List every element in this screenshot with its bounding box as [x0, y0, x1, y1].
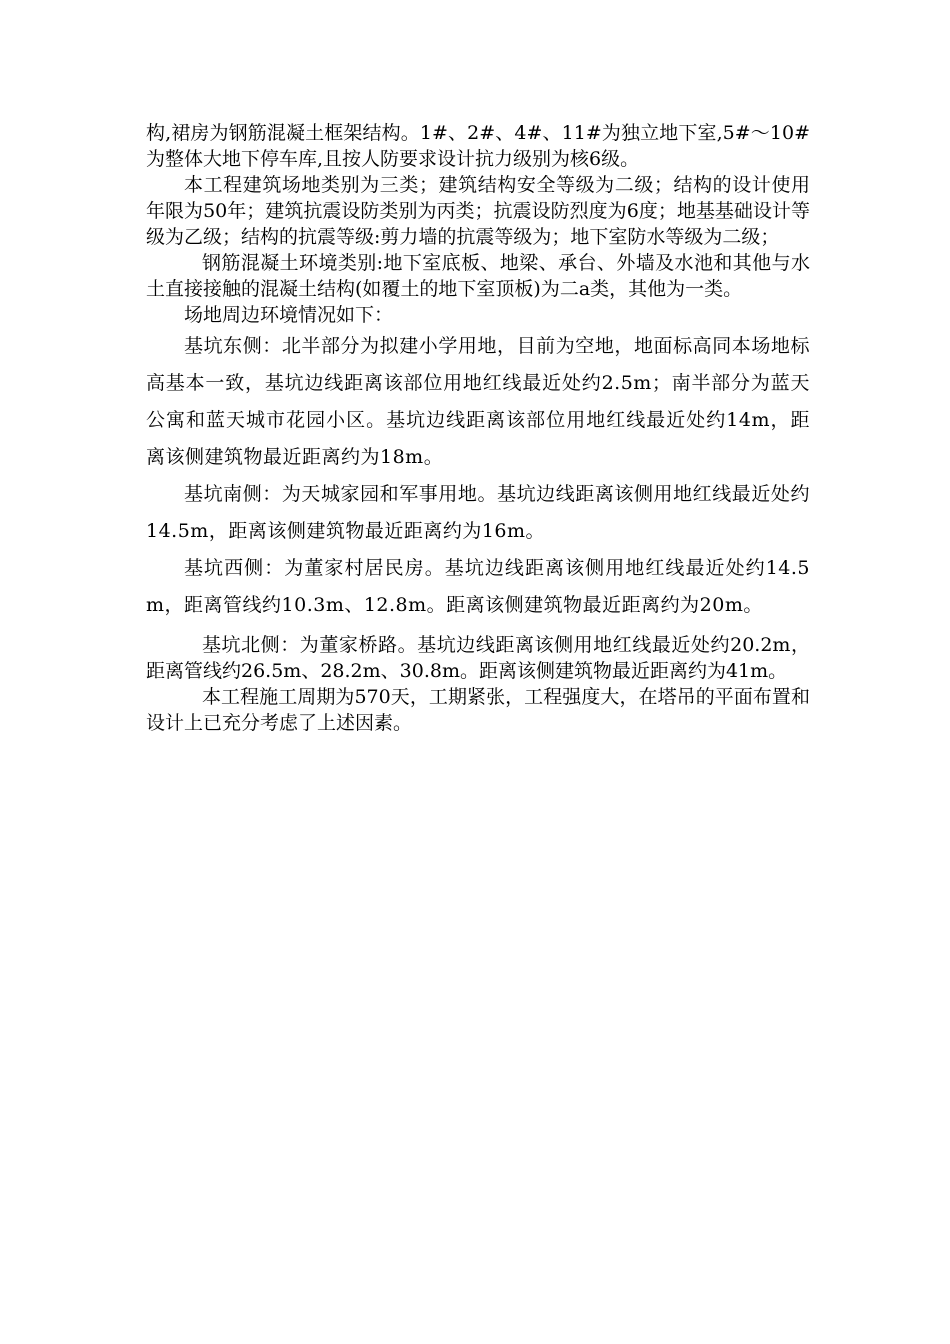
- paragraph-pit-east: 基坑东侧：北半部分为拟建小学用地，目前为空地，地面标高同本场地标高基本一致，基坑边线距离该部位用地红线最近处约2.5m；南半部分为蓝天公寓和蓝天城市花园小区。基坑边线距离该部位用地红线最近处约14m，距离该侧建筑物最近距离约为18m。: [146, 335, 810, 468]
- paragraph-pit-south: 基坑南侧：为天城家园和军事用地。基坑边线距离该侧用地红线最近处约14.5m，距离该侧建筑物最近距离约为16m。: [146, 483, 810, 542]
- paragraph-schedule: 本工程施工周期为570天，工期紧张，工程强度大，在塔吊的平面布置和设计上已充分考虑了上述因素。: [146, 686, 810, 734]
- paragraph-surroundings-intro: 场地周边环境情况如下：: [184, 304, 394, 326]
- paragraph-pit-west: 基坑西侧：为董家村居民房。基坑边线距离该侧用地红线最近处约14.5m，距离管线约10.3m、12.8m。距离该侧建筑物最近距离约为20m。: [146, 557, 810, 616]
- paragraph-pit-north: 基坑北侧：为董家桥路。基坑边线距离该侧用地红线最近处约20.2m，距离管线约26.5m、28.2m、30.8m。距离该侧建筑物最近距离约为41m。: [146, 634, 810, 682]
- paragraph-site-classification: 本工程建筑场地类别为三类；建筑结构安全等级为二级；结构的设计使用年限为50年；建筑抗震设防类别为丙类；抗震设防烈度为6度；地基基础设计等级为乙级；结构的抗震等级:剪力墙的抗震等级为；地下室防水等级为二级；: [146, 174, 810, 248]
- document-body: [146, 120, 810, 736]
- paragraph-concrete-environment: 钢筋混凝土环境类别:地下室底板、地梁、承台、外墙及水池和其他与水土直接接触的混凝土结构(如覆土的地下室顶板)为二a类，其他为一类。: [146, 252, 810, 300]
- paragraph-structure: 构,裙房为钢筋混凝土框架结构。1#、2#、4#、11#为独立地下室,5#～10#为整体大地下停车库,且按人防要求设计抗力级别为核6级。: [146, 122, 810, 170]
